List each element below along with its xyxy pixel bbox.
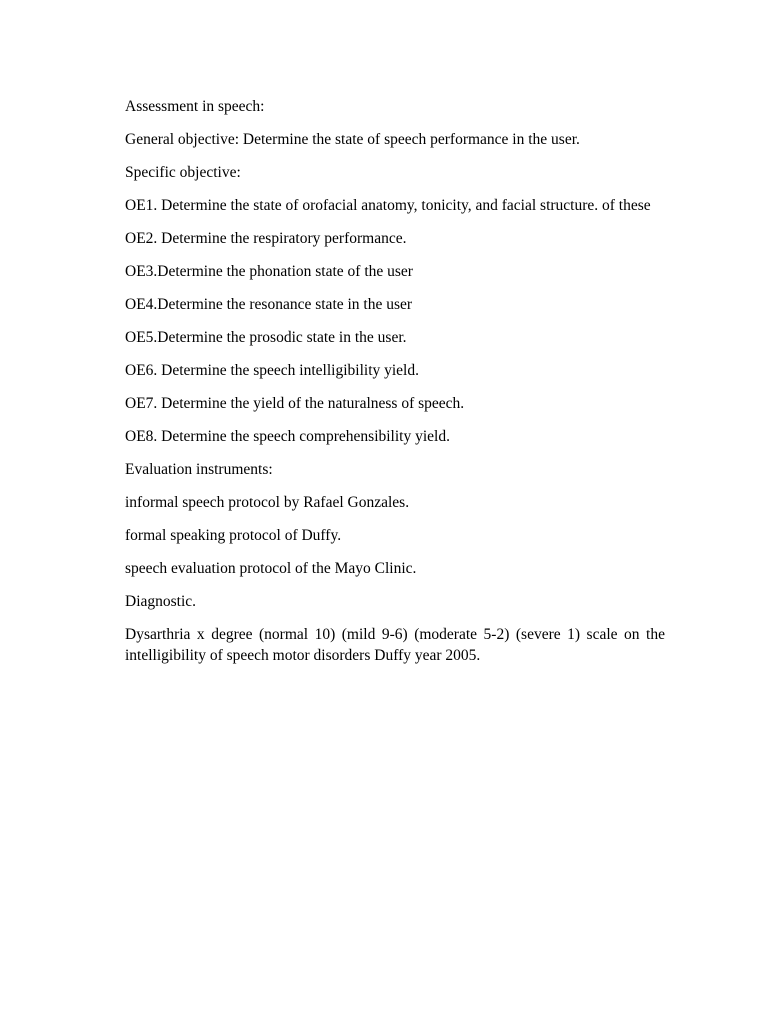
specific-objective-label: Specific objective: [125, 164, 241, 181]
objective-oe3: OE3.Determine the phonation state of the user [125, 263, 413, 280]
objective-oe6: OE6. Determine the speech intelligibility yield. [125, 362, 419, 379]
objective-oe5: OE5.Determine the prosodic state in the user. [125, 329, 407, 346]
objective-oe7: OE7. Determine the yield of the naturalness of speech. [125, 395, 465, 412]
document-heading: Assessment in speech: [125, 98, 265, 115]
objective-oe8: OE8. Determine the speech comprehensibility yield. [125, 428, 450, 445]
instrument-item: informal speech protocol by Rafael Gonzales. [125, 494, 410, 511]
diagnostic-label: Diagnostic. [125, 593, 197, 610]
instruments-label: Evaluation instruments: [125, 461, 273, 478]
instrument-item: formal speaking protocol of Duffy. [125, 527, 342, 544]
diagnostic-text: Dysarthria x degree (normal 10) (mild 9-6) (moderate 5-2) (severe 1) scale on the intelligibility of speech motor disorders Duffy year 2005. [125, 626, 665, 664]
general-objective: General objective: Determine the state of speech performance in the user. [125, 131, 580, 148]
objective-oe1: OE1. Determine the state of orofacial anatomy, tonicity, and facial structure. of these [125, 197, 651, 214]
document-body [125, 96, 665, 678]
objective-oe2: OE2. Determine the respiratory performance. [125, 230, 407, 247]
instrument-item: speech evaluation protocol of the Mayo Clinic. [125, 560, 417, 577]
objective-oe4: OE4.Determine the resonance state in the user [125, 296, 413, 313]
